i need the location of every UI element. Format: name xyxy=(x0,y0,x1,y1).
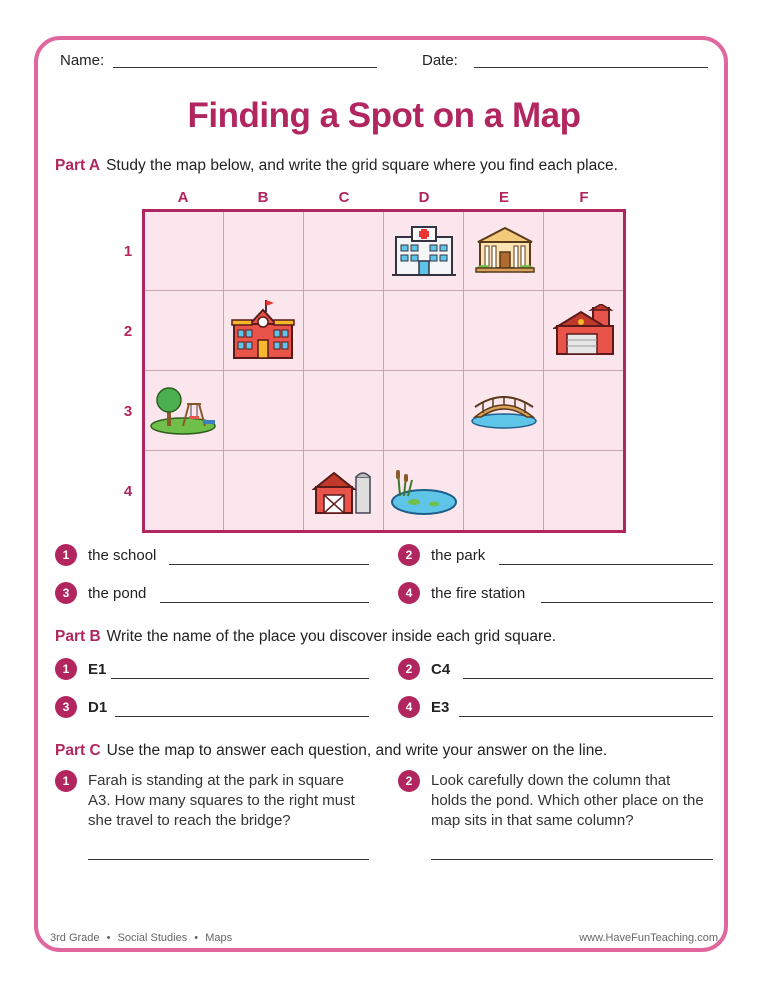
map-grid xyxy=(142,209,626,533)
column-label-f: F xyxy=(579,189,589,206)
part-a-heading xyxy=(55,157,618,175)
column-label-b: B xyxy=(257,189,269,206)
question-number: 2 xyxy=(398,658,420,680)
school-icon xyxy=(230,298,296,362)
answer-line-school[interactable] xyxy=(169,564,369,565)
park-icon xyxy=(149,386,217,436)
farm-icon xyxy=(312,467,376,517)
name-field[interactable] xyxy=(113,67,377,68)
answer-line-e1[interactable] xyxy=(111,678,369,679)
question-text: Look carefully down the column that holds the pond. Which other place on the map sits in that same column? xyxy=(431,772,704,829)
answer-line-d1[interactable] xyxy=(115,716,369,717)
question-text: Farah is standing at the park in square A3. How many squares to the right must she travel to reach the bridge? xyxy=(88,772,355,829)
question-number: 3 xyxy=(55,696,77,718)
row-label-4: 4 xyxy=(123,483,133,500)
date-label: Date: xyxy=(422,52,458,69)
question-school: the school xyxy=(88,547,157,564)
question-d1: D1 xyxy=(88,699,108,716)
answer-line-e3[interactable] xyxy=(459,716,713,717)
part-a-tag: Part A xyxy=(55,157,101,174)
column-label-c: C xyxy=(338,189,350,206)
page-title: Finding a Spot on a Map xyxy=(187,96,581,135)
fire-station-icon xyxy=(553,304,617,358)
part-b-heading xyxy=(55,628,556,646)
column-label-d: D xyxy=(418,189,430,206)
question-number: 4 xyxy=(398,696,420,718)
question-fire-station: the fire station xyxy=(431,585,526,602)
question-number: 4 xyxy=(398,582,420,604)
question-number: 1 xyxy=(55,544,77,566)
question-number: 1 xyxy=(55,658,77,680)
question-e3: E3 xyxy=(431,699,450,716)
question-number: 2 xyxy=(398,544,420,566)
pond-icon xyxy=(390,466,458,516)
part-c-tag: Part C xyxy=(55,742,101,759)
part-b-tag: Part B xyxy=(55,628,101,645)
question-pond: the pond xyxy=(88,585,147,602)
answer-line-c4[interactable] xyxy=(463,678,713,679)
question-number: 1 xyxy=(55,770,77,792)
question-park: the park xyxy=(431,547,486,564)
part-a-instruction: Study the map below, and write the grid square where you find each place. xyxy=(106,157,618,174)
part-b-instruction: Write the name of the place you discover inside each grid square. xyxy=(106,628,557,645)
museum-icon xyxy=(474,224,536,276)
row-label-1: 1 xyxy=(123,243,133,260)
column-label-a: A xyxy=(177,189,189,206)
row-label-3: 3 xyxy=(123,403,133,420)
footer-tags: 3rd Grade • Social Studies • Maps xyxy=(50,932,233,944)
answer-line-fire-station[interactable] xyxy=(541,602,713,603)
hospital-icon xyxy=(392,223,456,279)
question-number: 3 xyxy=(55,582,77,604)
name-label: Name: xyxy=(60,52,105,69)
answer-line-c1[interactable] xyxy=(88,859,369,860)
answer-line-park[interactable] xyxy=(499,564,713,565)
bridge-icon xyxy=(471,393,537,429)
answer-line-pond[interactable] xyxy=(160,602,369,603)
part-c-instruction: Use the map to answer each question, and write your answer on the line. xyxy=(106,742,608,759)
footer-site: www.HaveFunTeaching.com xyxy=(579,932,718,944)
row-label-2: 2 xyxy=(123,323,133,340)
question-e1: E1 xyxy=(88,661,107,678)
part-c-heading xyxy=(55,742,607,760)
date-field[interactable] xyxy=(474,67,708,68)
question-c4: C4 xyxy=(431,661,451,678)
question-number: 2 xyxy=(398,770,420,792)
column-label-e: E xyxy=(498,189,509,206)
answer-line-c2[interactable] xyxy=(431,859,713,860)
